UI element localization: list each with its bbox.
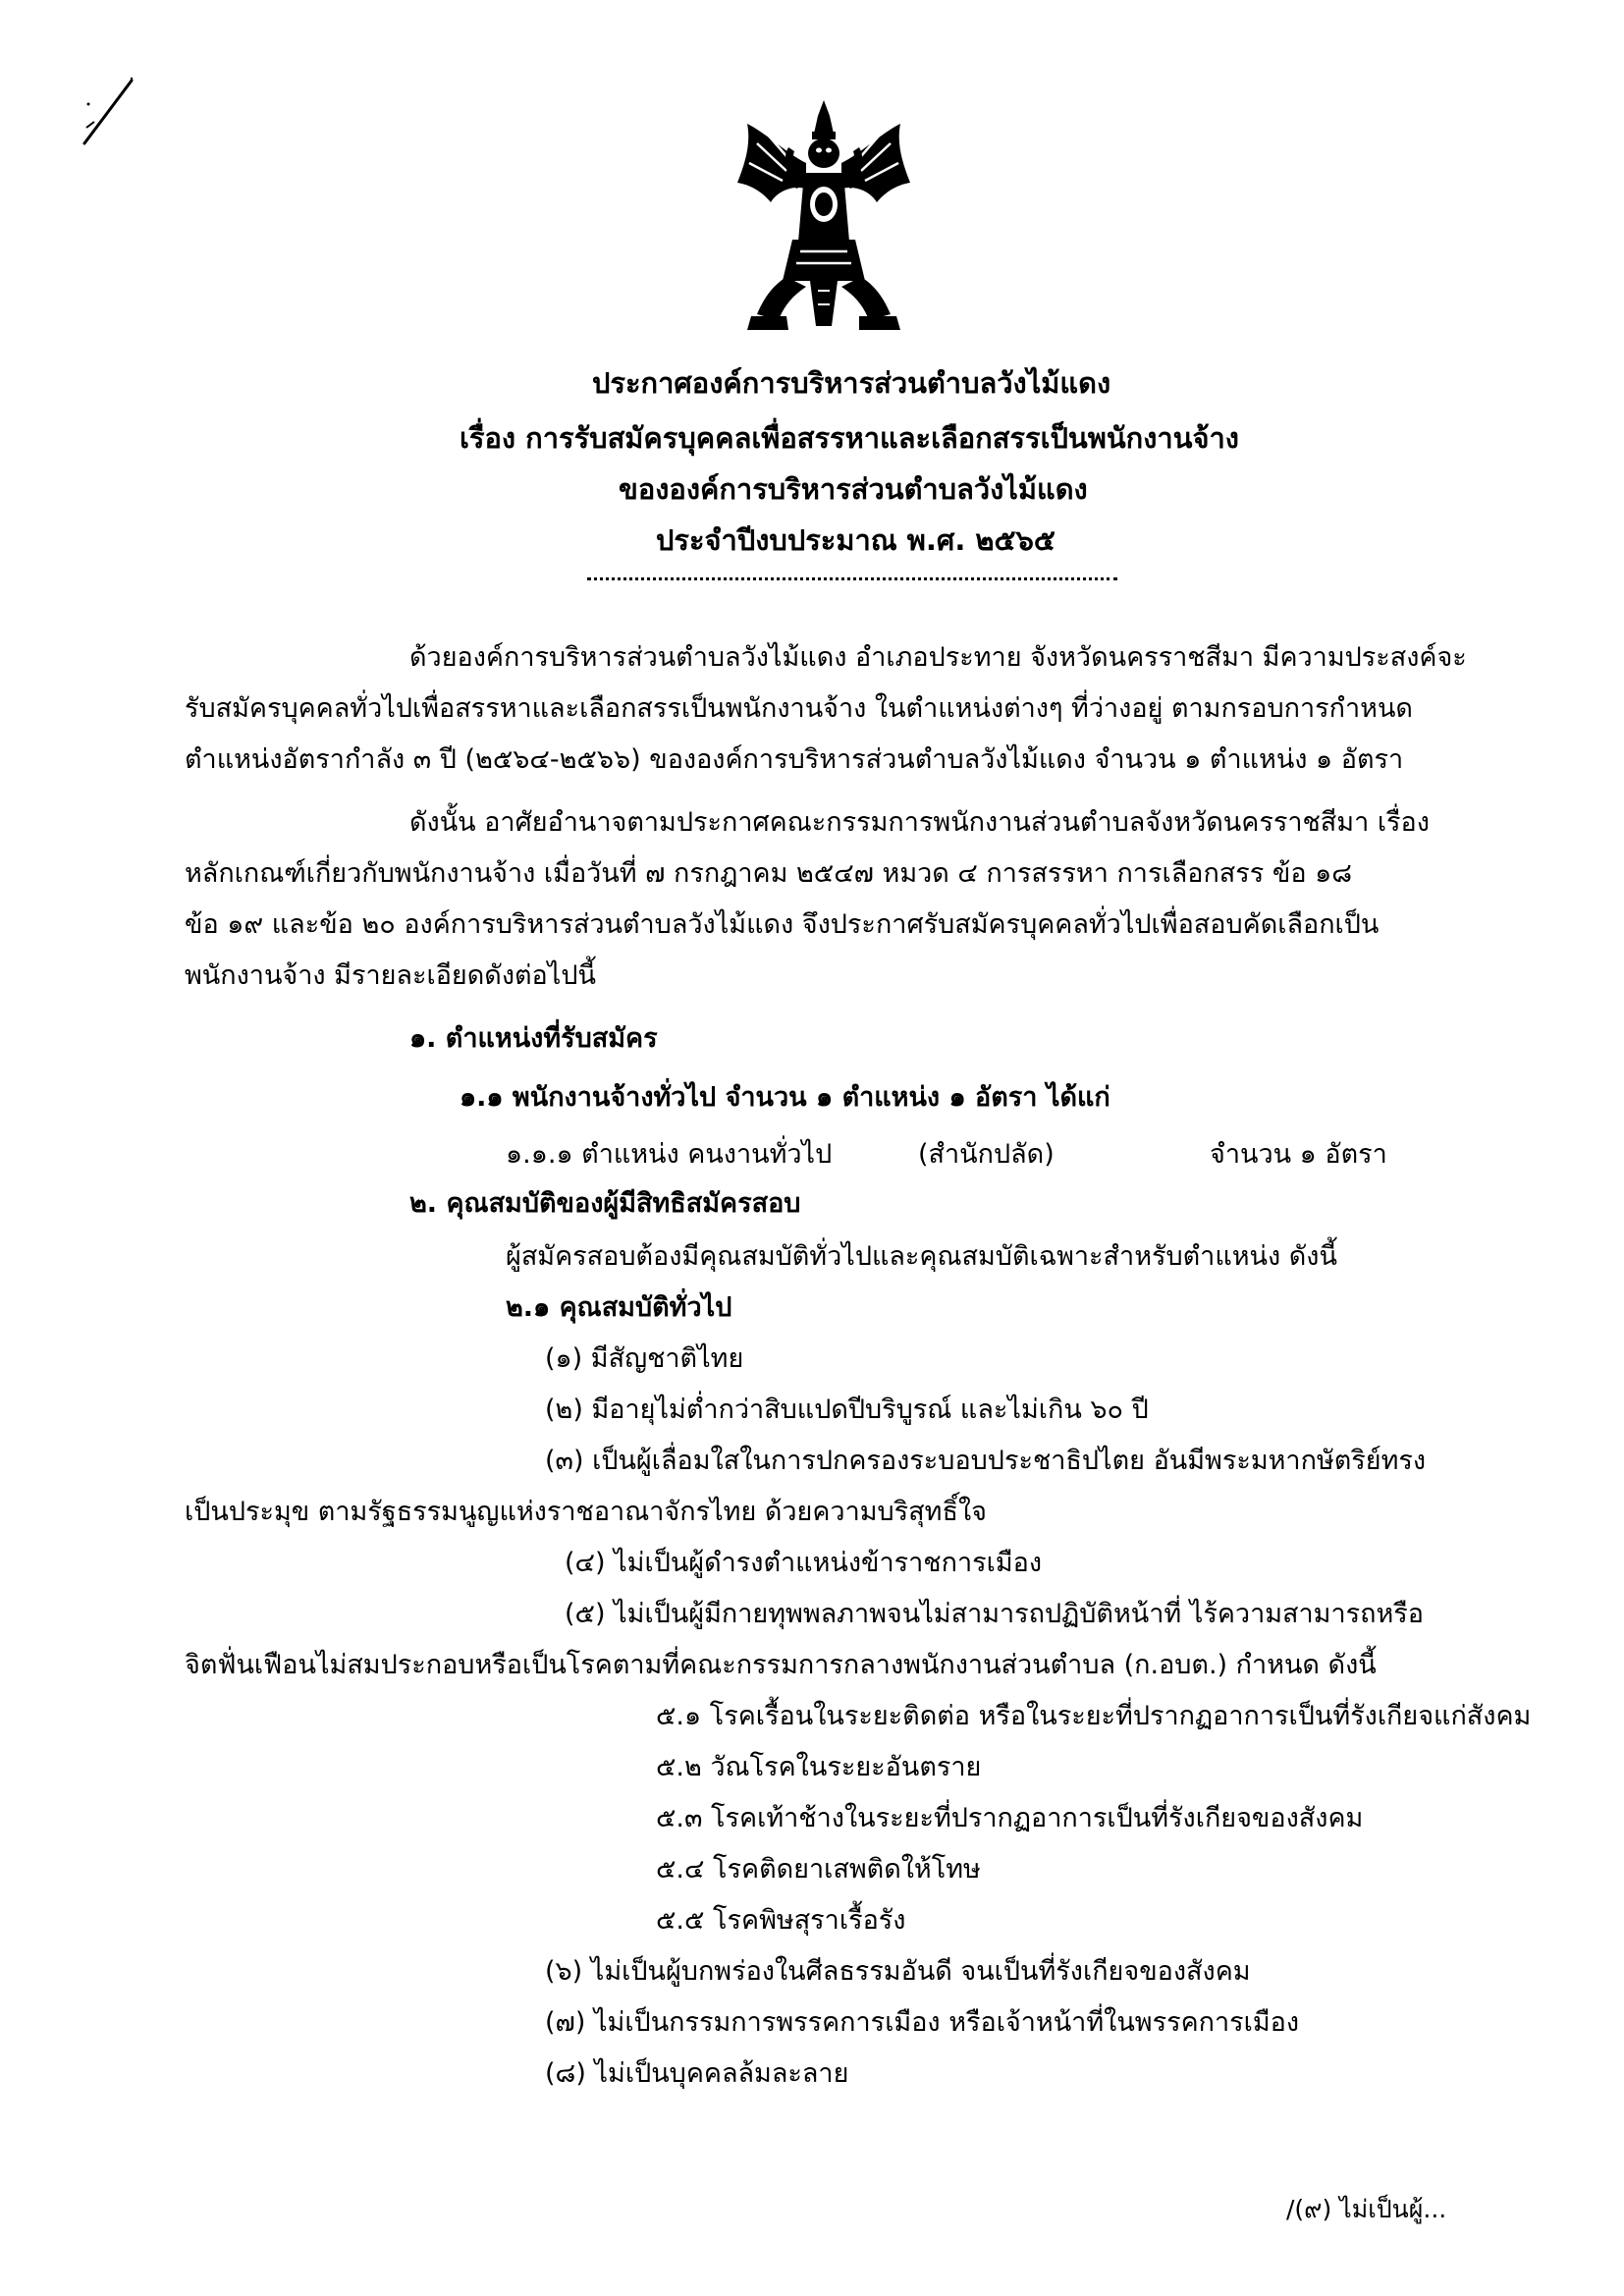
section-2-heading: ๒. คุณสมบัติของผู้มีสิทธิสมัครสอบ: [409, 1188, 801, 1219]
authority-line: พนักงานจ้าง มีรายละเอียดดังต่อไปนี้: [185, 960, 596, 991]
intro-line: ด้วยองค์การบริหารส่วนตำบลวังไม้แดง อำเภอประทาย จังหวัดนครราชสีมา มีความประสงค์จะ: [409, 642, 1467, 673]
announcement-title: ประกาศองค์การบริหารส่วนตำบลวังไม้แดง: [592, 366, 1111, 400]
qualification-3-cont: เป็นประมุข ตามรัฐธรรมนูญแห่งราชอาณาจักรไทย ด้วยความบริสุทธิ์ใจ: [185, 1497, 987, 1527]
section-1-heading: ๑. ตำแหน่งที่รับสมัคร: [409, 1023, 658, 1054]
announcement-fiscal-year: ประจำปีงบประมาณ พ.ศ. ๒๕๖๕: [656, 523, 1056, 557]
section-1-1-heading: ๑.๑ พนักงานจ้างทั่วไป จำนวน ๑ ตำแหน่ง ๑ อัตรา ได้แก่: [460, 1082, 1110, 1113]
announcement-organization: ขององค์การบริหารส่วนตำบลวังไม้แดง: [619, 472, 1088, 506]
position-office: (สำนักปลัด): [918, 1139, 1055, 1170]
authority-line: ดังนั้น อาศัยอำนาจตามประกาศคณะกรรมการพนักงานส่วนตำบลจังหวัดนครราชสีมา เรื่อง: [409, 807, 1430, 838]
position-count: จำนวน ๑ อัตรา: [1210, 1139, 1387, 1170]
disease-item: ๕.๕ โรคพิษสุราเรื้อรัง: [656, 1905, 906, 1936]
qualification-5: (๕) ไม่เป็นผู้มีกายทุพพลภาพจนไม่สามารถปฏิบัติหน้าที่ ไร้ความสามารถหรือ: [565, 1599, 1424, 1629]
announcement-subject: เรื่อง การรับสมัครบุคคลเพื่อสรรหาและเลือกสรรเป็นพนักงานจ้าง: [460, 421, 1239, 455]
section-2-1-heading: ๒.๑ คุณสมบัติทั่วไป: [506, 1292, 732, 1323]
qualification-6: (๖) ไม่เป็นผู้บกพร่องในศีลธรรมอันดี จนเป็นที่รังเกียจของสังคม: [545, 1956, 1251, 1987]
authority-line: หลักเกณฑ์เกี่ยวกับพนักงานจ้าง เมื่อวันที่ ๗ กรกฎาคม ๒๕๔๗ หมวด ๔ การสรรหา การเลือกสรร ข้อ ๑๘: [185, 858, 1353, 889]
handwritten-slash-mark: [81, 77, 139, 145]
authority-line: ข้อ ๑๙ และข้อ ๒๐ องค์การบริหารส่วนตำบลวังไม้แดง จึงประกาศรับสมัครบุคคลทั่วไปเพื่อสอบคัดเลือกเป็น: [185, 909, 1380, 940]
disease-item: ๕.๒ วัณโรคในระยะอันตราย: [656, 1752, 982, 1782]
page-continuation: /(๙) ไม่เป็นผู้...: [1286, 2195, 1447, 2223]
qualification-2: (๒) มีอายุไม่ต่ำกว่าสิบแปดปีบริบูรณ์ และไม่เกิน ๖๐ ปี: [545, 1394, 1149, 1425]
qualification-7: (๗) ไม่เป็นกรรมการพรรคการเมือง หรือเจ้าหน้าที่ในพรรคการเมือง: [545, 2007, 1300, 2038]
disease-item: ๕.๑ โรคเรื้อนในระยะติดต่อ หรือในระยะที่ปรากฏอาการเป็นที่รังเกียจแก่สังคม: [656, 1701, 1532, 1731]
qualification-5-cont: จิตฟั่นเฟือนไม่สมประกอบหรือเป็นโรคตามที่คณะกรรมการกลางพนักงานส่วนตำบล (ก.อบต.) กำหนด ดังนี้: [185, 1650, 1377, 1680]
section-2-intro: ผู้สมัครสอบต้องมีคุณสมบัติทั่วไปและคุณสมบัติเฉพาะสำหรับตำแหน่ง ดังนี้: [506, 1241, 1337, 1272]
intro-line: ตำแหน่งอัตรากำลัง ๓ ปี (๒๕๖๔-๒๕๖๖) ขององค์การบริหารส่วนตำบลวังไม้แดง จำนวน ๑ ตำแหน่ง ๑ อัตรา: [185, 744, 1404, 775]
dotted-separator: [587, 577, 1117, 580]
garuda-emblem-icon: [728, 94, 920, 334]
disease-item: ๕.๓ โรคเท้าช้างในระยะที่ปรากฏอาการเป็นที่รังเกียจของสังคม: [656, 1803, 1364, 1833]
qualification-1: (๑) มีสัญชาติไทย: [545, 1343, 744, 1374]
position-title: ๑.๑.๑ ตำแหน่ง คนงานทั่วไป: [506, 1139, 833, 1170]
qualification-4: (๔) ไม่เป็นผู้ดำรงตำแหน่งข้าราชการเมือง: [565, 1548, 1043, 1578]
qualification-8: (๘) ไม่เป็นบุคคลล้มละลาย: [545, 2058, 849, 2089]
qualification-3: (๓) เป็นผู้เลื่อมใสในการปกครองระบอบประชาธิปไตย อันมีพระมหากษัตริย์ทรง: [545, 1446, 1427, 1476]
disease-item: ๕.๔ โรคติดยาเสพติดให้โทษ: [656, 1854, 981, 1885]
intro-line: รับสมัครบุคคลทั่วไปเพื่อสรรหาและเลือกสรรเป็นพนักงานจ้าง ในตำแหน่งต่างๆ ที่ว่างอยู่ ตามกรอบการกำหนด: [185, 693, 1413, 724]
